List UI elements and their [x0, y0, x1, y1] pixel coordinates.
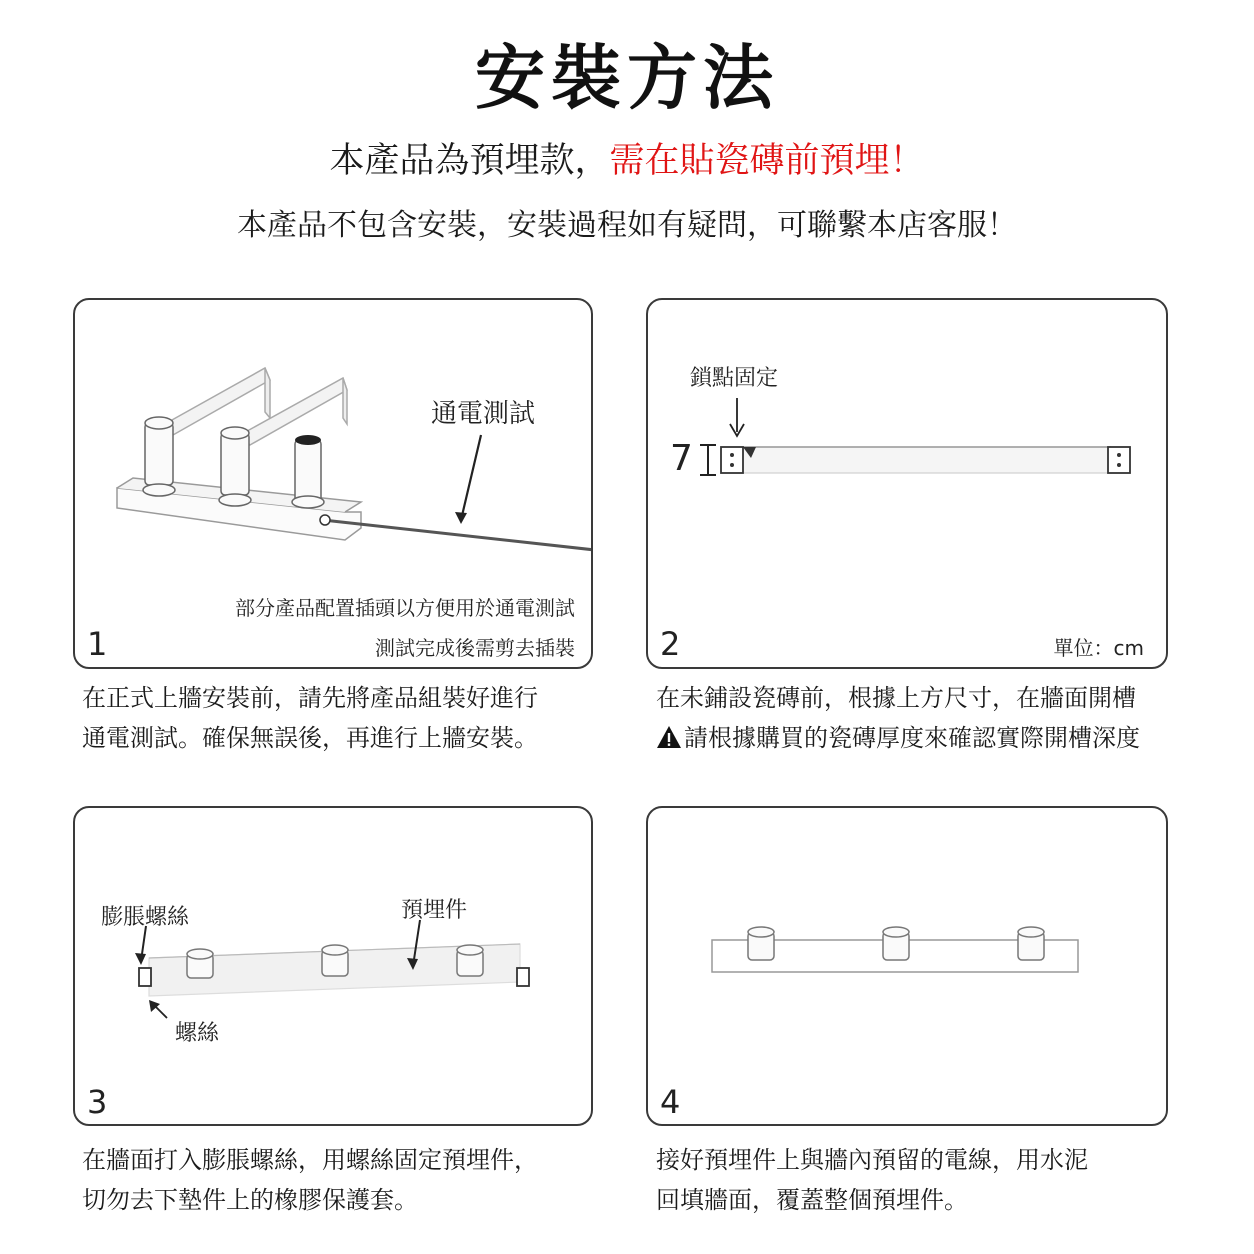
- step-4-desc-line-1: 接好預埋件上與牆內預留的電線，用水泥: [656, 1146, 1088, 1174]
- step-1-desc-line-2: 通電測試。確保無誤後，再進行上牆安裝。: [82, 724, 538, 752]
- step-1-note-line-2: 測試完成後需剪去插裝: [375, 636, 575, 660]
- subtitle-prefix: 本產品為預埋款，: [329, 141, 610, 181]
- step-4-description: [656, 1140, 1088, 1220]
- step-3-description: [82, 1140, 538, 1220]
- step-3-callout-expansion-screw: 膨脹螺絲: [101, 905, 190, 930]
- step-2-unit: 單位：cm: [1053, 636, 1144, 660]
- step-3-number: 3: [87, 1083, 108, 1121]
- service-notice: 本產品不包含安裝，安裝過程如有疑問，可聯繫本店客服！: [237, 208, 1017, 243]
- step-2-panel: [646, 298, 1168, 669]
- subtitle-emphasis: 需在貼瓷磚前預埋！: [609, 141, 925, 181]
- step-1-note-line-1: 部分產品配置插頭以方便用於通電測試: [235, 596, 575, 620]
- step-1-desc-line-1: 在正式上牆安裝前，請先將產品組裝好進行: [82, 684, 538, 712]
- page-title: 安裝方法: [475, 37, 779, 119]
- step-2-warning-text: 請根據購買的瓷磚厚度來確認實際開槽深度: [684, 724, 1140, 752]
- step-2-description: [656, 678, 1140, 758]
- step-3-callout-embedded-part: 預埋件: [401, 898, 468, 923]
- step-1-panel: [73, 298, 593, 669]
- subtitle: [0, 133, 1254, 183]
- step-3-illustration: [75, 808, 593, 1126]
- step-4-number: 4: [660, 1083, 681, 1121]
- step-3-callout-screw: 螺絲: [175, 1021, 220, 1046]
- step-3-desc-line-2: 切勿去下墊件上的橡膠保護套。: [82, 1186, 418, 1214]
- step-1-description: [82, 678, 538, 758]
- step-1-number: 1: [87, 625, 108, 663]
- step-4-desc-line-2: 回填牆面，覆蓋整個預埋件。: [656, 1186, 968, 1214]
- step-4-illustration: [648, 808, 1168, 1126]
- warning-triangle-icon: [656, 725, 682, 749]
- step-2-illustration: [648, 300, 1168, 669]
- step-2-number: 2: [660, 625, 681, 663]
- step-2-desc-line-2: [656, 718, 1140, 758]
- step-2-callout: 鎖點固定: [690, 366, 779, 391]
- step-2-dimension: 7: [670, 438, 693, 479]
- step-3-panel: [73, 806, 593, 1126]
- step-3-desc-line-1: 在牆面打入膨脹螺絲，用螺絲固定預埋件，: [82, 1146, 538, 1174]
- step-4-panel: [646, 806, 1168, 1126]
- step-2-desc-line-1: 在未鋪設瓷磚前，根據上方尺寸，在牆面開槽: [656, 684, 1136, 712]
- step-1-callout: 通電測試: [431, 399, 536, 429]
